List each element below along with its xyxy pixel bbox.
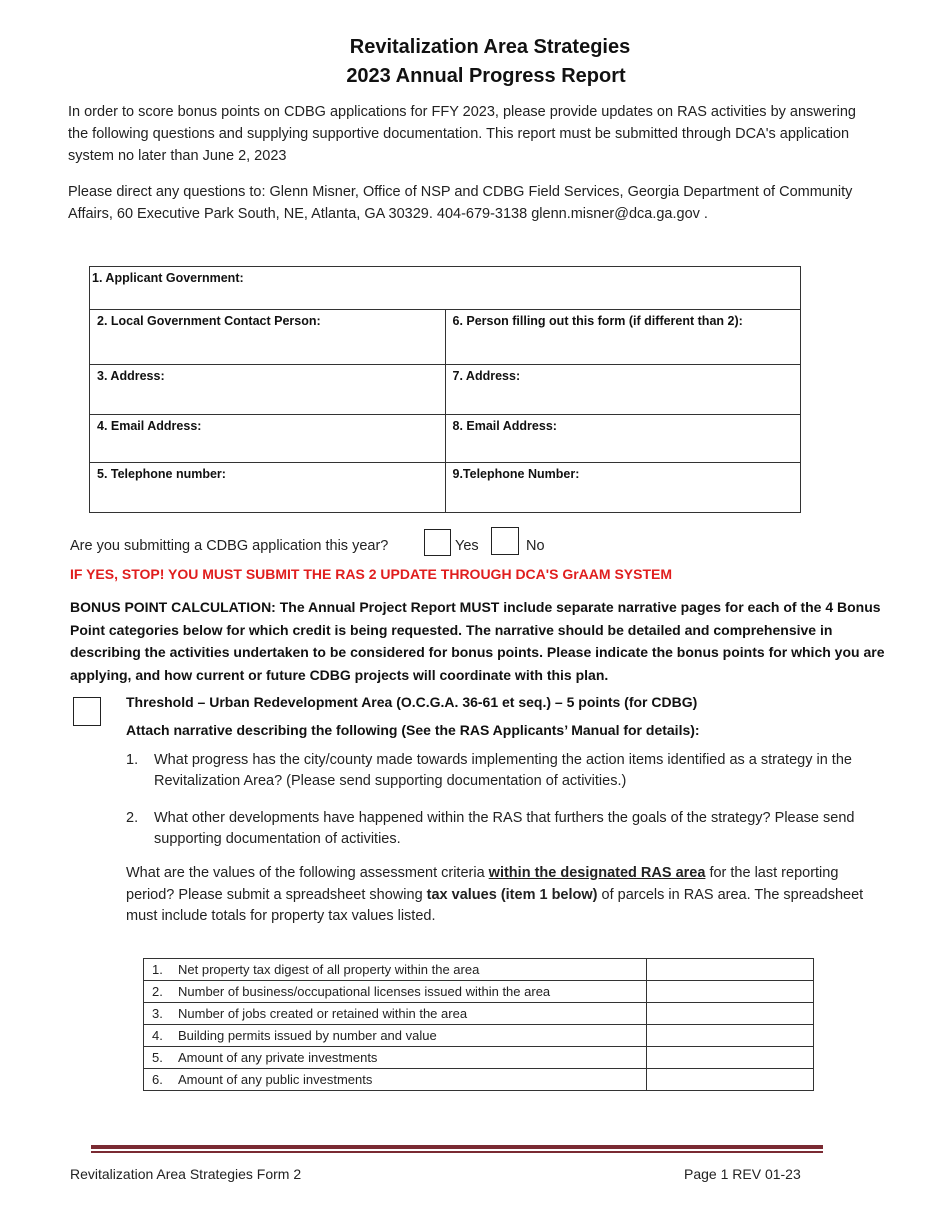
filler-email-field[interactable]: 8. Email Address: <box>445 415 801 463</box>
assessment-instructions: What are the values of the following assessment criteria within the designated RAS area for the last reporting period? Please submit a spreadsheet showing tax values (item 1 below) of parcels in RAS area. The spreadsheet must include totals for property tax values listed. <box>126 865 864 924</box>
footer-form-name: Revitalization Area Strategies Form 2 <box>70 1166 302 1182</box>
address-field[interactable]: 3. Address: <box>90 365 446 415</box>
bonus-point-calculation: BONUS POINT CALCULATION: The Annual Project Report MUST include separate narrative pages for each of the 4 Bonus Point categories below for which credit is being requested. The narrative should be detailed and comprehensive in describing the activities undertaken to be considered for bonus points. Please indicate the bonus points for which you are applying, and how current or future CDBG projects will coordinate with this plan. <box>70 599 885 683</box>
list-item <box>126 750 886 792</box>
criteria-value-cell[interactable] <box>647 1003 814 1025</box>
criteria-label: 5. Amount of any private investments <box>144 1047 647 1069</box>
email-field[interactable]: 4. Email Address: <box>90 415 446 463</box>
criteria-value-cell[interactable] <box>647 959 814 981</box>
criteria-label: 4. Building permits issued by number and value <box>144 1025 647 1047</box>
list-number: 2. <box>126 810 139 826</box>
criteria-value-cell[interactable] <box>647 981 814 1003</box>
list-number: 1. <box>126 752 139 768</box>
cdbg-question: Are you submitting a CDBG application this year? <box>70 538 389 554</box>
yes-checkbox[interactable] <box>424 529 451 556</box>
table-row <box>144 959 814 981</box>
criteria-value-cell[interactable] <box>647 1025 814 1047</box>
footer-divider-thin <box>91 1151 823 1153</box>
criteria-label: 2. Number of business/occupational licenses issued within the area <box>144 981 647 1003</box>
footer-divider <box>91 1145 823 1149</box>
criteria-value-cell[interactable] <box>647 1047 814 1069</box>
criteria-label: 1. Net property tax digest of all property within the area <box>144 959 647 981</box>
criteria-label: 6. Amount of any public investments <box>144 1069 647 1091</box>
footer-page-number: Page 1 REV 01-23 <box>684 1166 801 1182</box>
applicant-info-table <box>89 266 801 513</box>
list-text: What other developments have happened within the RAS that furthers the goals of the strategy? Please send supporting documentation of activities. <box>154 810 855 847</box>
filler-telephone-field[interactable]: 9.Telephone Number: <box>445 463 801 513</box>
table-row <box>144 1069 814 1091</box>
table-row <box>144 1025 814 1047</box>
threshold-checkbox[interactable] <box>73 697 101 726</box>
filler-address-field[interactable]: 7. Address: <box>445 365 801 415</box>
table-row <box>144 1047 814 1069</box>
table-row <box>144 981 814 1003</box>
list-text: What progress has the city/county made towards implementing the action items identified as a strategy in the Revitalization Area? (Please send supporting documentation of activities.) <box>154 752 852 789</box>
contact-paragraph: Please direct any questions to: Glenn Misner, Office of NSP and CDBG Field Services, Georgia Department of Community Affairs, 60 Executive Park South, NE, Atlanta, GA 30329. 404-679-3138 glenn.misner@dca.ga.gov . <box>68 184 853 222</box>
no-checkbox[interactable] <box>491 527 519 555</box>
intro-paragraph: In order to score bonus points on CDBG applications for FFY 2023, please provide updates on RAS activities by answering the following questions and supplying supportive documentation. This report must be submitted through DCA's application system no later than June 2, 2023 <box>68 104 856 164</box>
table-row <box>144 1003 814 1025</box>
graam-warning: IF YES, STOP! YOU MUST SUBMIT THE RAS 2 UPDATE THROUGH DCA'S GrAAM SYSTEM <box>70 566 673 582</box>
form-filler-field[interactable]: 6. Person filling out this form (if different than 2): <box>445 310 801 365</box>
title-line-1: Revitalization Area Strategies <box>349 36 631 58</box>
yes-label: Yes <box>455 538 479 554</box>
telephone-field[interactable]: 5. Telephone number: <box>90 463 446 513</box>
attach-narrative-instruction: Attach narrative describing the following (See the RAS Applicants’ Manual for details): <box>126 722 700 738</box>
applicant-government-field[interactable]: 1. Applicant Government: <box>90 267 801 310</box>
list-item <box>126 808 886 850</box>
criteria-value-cell[interactable] <box>647 1069 814 1091</box>
threshold-title: Threshold – Urban Redevelopment Area (O.C.G.A. 36-61 et seq.) – 5 points (for CDBG) <box>126 694 698 710</box>
no-label: No <box>526 538 545 554</box>
criteria-label: 3. Number of jobs created or retained within the area <box>144 1003 647 1025</box>
contact-person-field[interactable]: 2. Local Government Contact Person: <box>90 310 446 365</box>
assessment-criteria-table <box>143 958 814 1091</box>
title-line-2: 2023 Annual Progress Report <box>346 65 626 87</box>
